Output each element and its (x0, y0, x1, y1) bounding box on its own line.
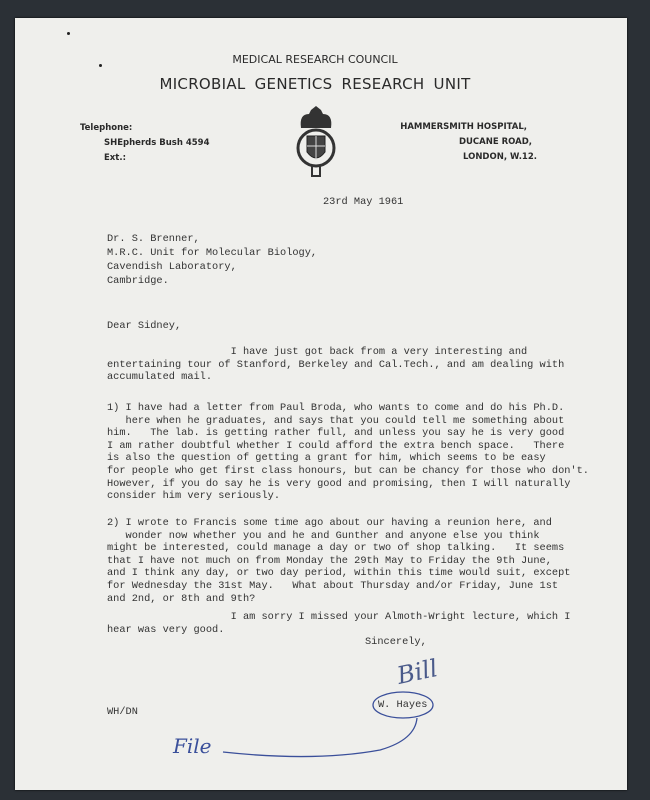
ink-speck (67, 32, 70, 35)
handwritten-signature: Bill (394, 654, 441, 690)
address-line: DUCANE ROAD, (458, 137, 532, 147)
recipient-line: Cavendish Laboratory, (107, 261, 237, 273)
address-line: LONDON, W.12. (462, 152, 537, 162)
closing: Sincerely, (365, 636, 427, 648)
signatory-name: W. Hayes (378, 699, 428, 711)
address-line: HAMMERSMITH HOSPITAL, (400, 122, 527, 132)
telephone-label: Telephone: (80, 123, 133, 133)
body-paragraph: I am sorry I missed your Almoth-Wright lecture, which I hear was very good. (107, 611, 571, 636)
body-paragraph: 2) I wrote to Francis some time ago about our having a reunion here, and wonder now whether you and he and Gunther and anyone else you think might be interested, could manage a day or two of shop talking. It seems that I have not much on from Monday the 29th May to Friday the 9th June, and I think any day, or two day period, within this time would suit, except for Wednesday the 31st May. What about Thursday and/or Friday, June 1st and 2nd, or 8th and 9th? (107, 517, 571, 605)
body-paragraph: 1) I have had a letter from Paul Broda, who wants to come and do his Ph.D. here when he graduates, and says that you could tell me something about him. The lab. is getting rather full, and unless you say he is very good I am rather doubtful whether I could afford the extra bench space. There is also the question of getting a grant for him, which seems to be easy for people who get first class honours, but can be chancy for those who don't. However, if you do say he is very good and promising, then I will naturally consider him very seriously. (107, 402, 589, 503)
salutation: Dear Sidney, (107, 320, 182, 332)
reference-initials: WH/DN (107, 706, 138, 718)
royal-crest-icon (293, 106, 339, 182)
recipient-line: M.R.C. Unit for Molecular Biology, (107, 247, 318, 259)
unit-name: MICROBIAL GENETICS RESEARCH UNIT (159, 75, 471, 93)
letter-date: 23rd May 1961 (323, 196, 404, 208)
recipient-line: Dr. S. Brenner, (107, 233, 200, 245)
council-name: MEDICAL RESEARCH COUNCIL (232, 53, 398, 66)
handwritten-file-note: File (173, 734, 212, 758)
telephone-number: SHEpherds Bush 4594 (104, 138, 210, 148)
letter-page (15, 18, 627, 790)
body-paragraph: I have just got back from a very interesting and entertaining tour of Stanford, Berkeley and Cal.Tech., and am dealing with accumulated mail. (107, 346, 565, 384)
pen-circle-and-line (165, 678, 465, 778)
recipient-line: Cambridge. (107, 275, 169, 287)
extension-label: Ext.: (104, 153, 126, 163)
